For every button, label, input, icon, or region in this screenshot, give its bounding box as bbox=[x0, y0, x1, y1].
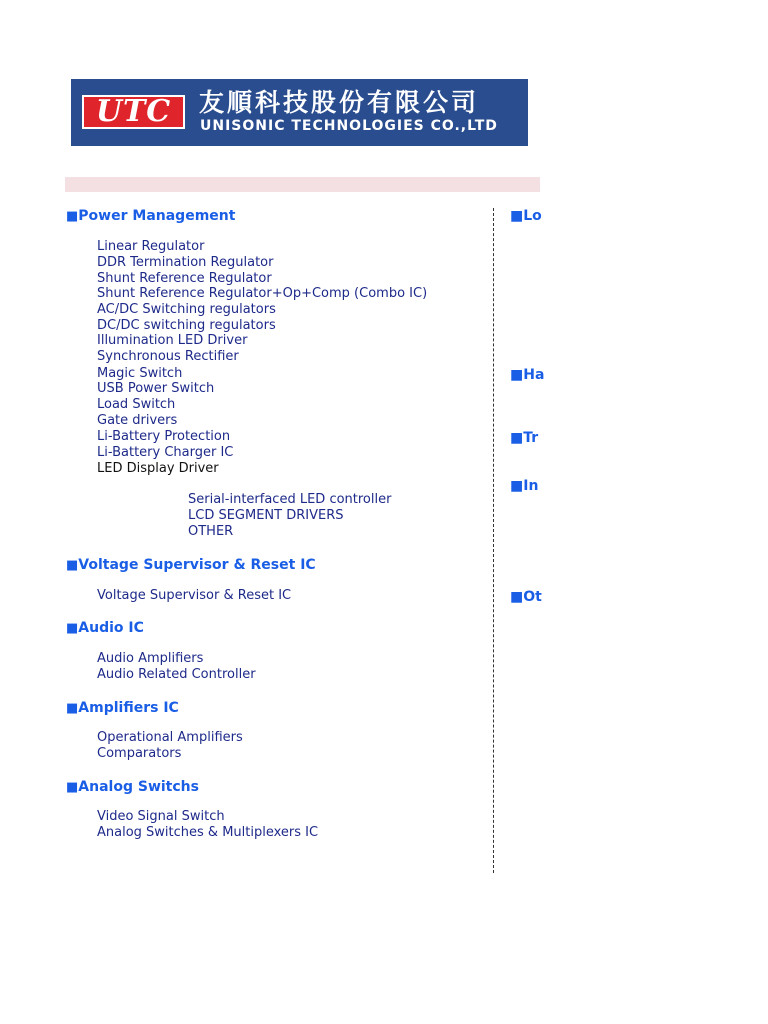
right-heading-in[interactable]: ■In bbox=[510, 478, 539, 494]
bullet-square-icon: ■ bbox=[510, 367, 524, 383]
bullet-square-icon: ■ bbox=[66, 209, 79, 224]
right-heading-tr[interactable]: ■Tr bbox=[510, 430, 539, 446]
list-item[interactable]: AC/DC Switching regulators bbox=[97, 302, 276, 317]
right-heading-ha[interactable]: ■Ha bbox=[510, 367, 545, 383]
section-heading-audio-ic[interactable]: ■Audio IC bbox=[66, 620, 144, 636]
list-item[interactable]: Li-Battery Protection bbox=[97, 429, 231, 444]
sub-list-item[interactable]: LCD SEGMENT DRIVERS bbox=[188, 508, 344, 523]
company-name-chinese: 友順科技股份有限公司 bbox=[199, 88, 480, 117]
list-item[interactable]: Load Switch bbox=[97, 397, 176, 412]
list-item[interactable]: Gate drivers bbox=[97, 413, 178, 428]
company-logo-banner bbox=[71, 79, 528, 146]
bullet-square-icon: ■ bbox=[510, 589, 524, 605]
section-heading-power-management[interactable]: ■Power Management bbox=[66, 208, 236, 224]
section-heading-amplifiers-ic[interactable]: ■Amplifiers IC bbox=[66, 700, 179, 716]
right-heading-lo[interactable]: ■Lo bbox=[510, 208, 542, 224]
right-heading-ot[interactable]: ■Ot bbox=[510, 589, 542, 605]
bullet-square-icon: ■ bbox=[510, 208, 524, 224]
utc-logo-mark: UTC bbox=[82, 95, 185, 129]
company-name-english: UNISONIC TECHNOLOGIES CO.,LTD bbox=[200, 118, 498, 134]
list-item[interactable]: Analog Switches & Multiplexers IC bbox=[97, 825, 319, 840]
bullet-square-icon: ■ bbox=[66, 621, 79, 636]
section-heading-voltage-supervisor[interactable]: ■Voltage Supervisor & Reset IC bbox=[66, 557, 316, 573]
bullet-square-icon: ■ bbox=[66, 780, 79, 795]
list-item[interactable]: Li-Battery Charger IC bbox=[97, 445, 234, 460]
bullet-square-icon: ■ bbox=[510, 478, 524, 494]
list-item[interactable]: Audio Amplifiers bbox=[97, 651, 204, 666]
list-item[interactable]: Voltage Supervisor & Reset IC bbox=[97, 588, 292, 603]
list-item: LED Display Driver bbox=[97, 461, 219, 476]
list-item[interactable]: Shunt Reference Regulator+Op+Comp (Combo IC) bbox=[97, 286, 428, 301]
list-item[interactable]: Operational Amplifiers bbox=[97, 730, 243, 745]
list-item[interactable]: USB Power Switch bbox=[97, 381, 215, 396]
bullet-square-icon: ■ bbox=[66, 558, 79, 573]
list-item[interactable]: Video Signal Switch bbox=[97, 809, 225, 824]
bullet-square-icon: ■ bbox=[66, 701, 79, 716]
list-item[interactable]: Synchronous Rectifier bbox=[97, 349, 239, 364]
list-item[interactable]: Linear Regulator bbox=[97, 239, 205, 254]
list-item[interactable]: Shunt Reference Regulator bbox=[97, 271, 272, 286]
sub-list-item[interactable]: Serial-interfaced LED controller bbox=[188, 492, 392, 507]
list-item[interactable]: Comparators bbox=[97, 746, 182, 761]
list-item[interactable]: DC/DC switching regulators bbox=[97, 318, 276, 333]
list-item[interactable]: Illumination LED Driver bbox=[97, 333, 248, 348]
list-item[interactable]: Audio Related Controller bbox=[97, 667, 256, 682]
bullet-square-icon: ■ bbox=[510, 430, 524, 446]
header-band bbox=[65, 177, 540, 192]
column-divider bbox=[493, 208, 494, 873]
sub-list-item[interactable]: OTHER bbox=[188, 524, 234, 539]
list-item[interactable]: DDR Termination Regulator bbox=[97, 255, 274, 270]
section-heading-analog-switchs[interactable]: ■Analog Switchs bbox=[66, 779, 199, 795]
list-item[interactable]: Magic Switch bbox=[97, 366, 183, 381]
